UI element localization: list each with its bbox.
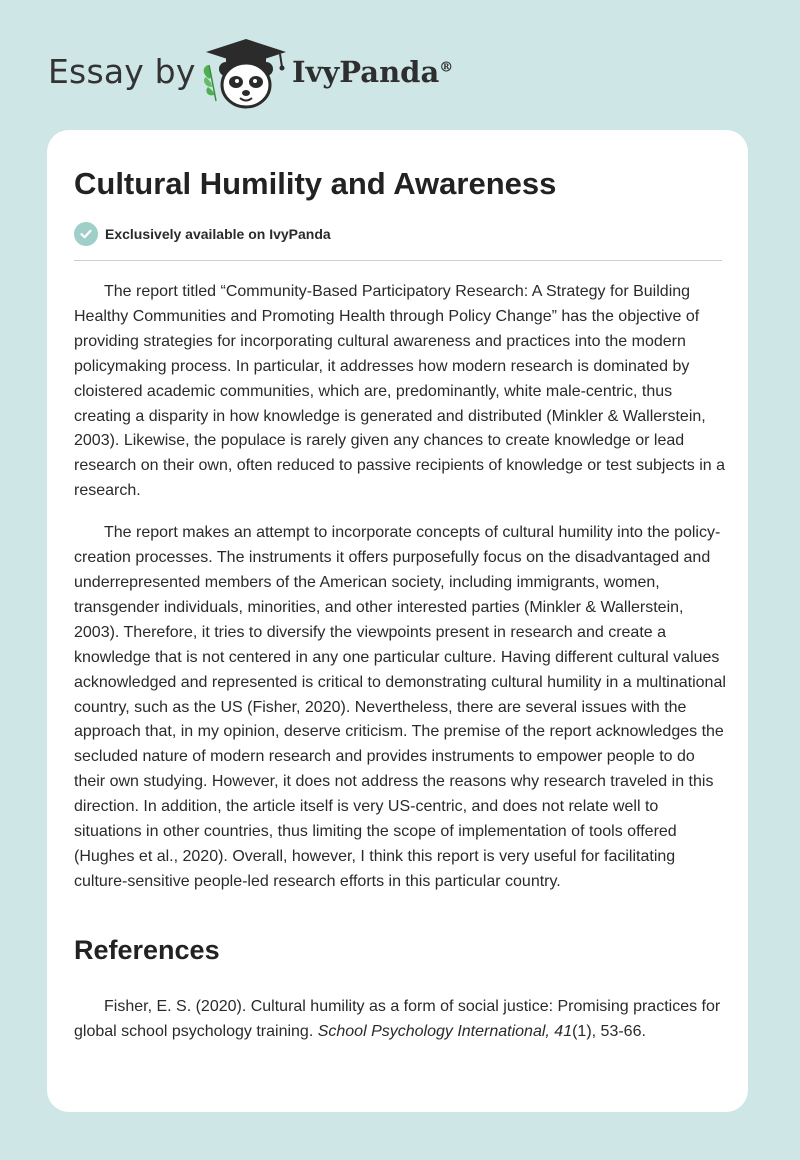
divider — [74, 260, 722, 261]
brand-name-text: IvyPanda — [292, 55, 440, 89]
reference-item — [74, 995, 726, 1045]
brand-name[interactable] — [292, 55, 453, 89]
reference-text: Fisher, E. S. (2020). Cultural humility as a form of social justice: Promising practices for global school psychology training. — [74, 998, 721, 1040]
check-circle-icon — [74, 222, 98, 246]
references-heading: References — [74, 935, 220, 965]
panda-logo-icon[interactable] — [200, 35, 292, 111]
page-title: Cultural Humility and Awareness — [74, 166, 557, 201]
essay-card — [47, 130, 748, 1112]
paragraph: The report makes an attempt to incorporate concepts of cultural humility into the policy-creation processes. The instruments it offers purposefully focus on the disadvantaged and underrepresented members of the American society, including immigrants, women, transgender individuals, minorities, and other interested parties (Minkler & Wallerstein, 2003). Therefore, it tries to diversify the viewpoints present in research and create a knowledge that is not centered in any one particular culture. Having different cultural values acknowledged and represented is critical to demonstrating cultural humility in a multinational country, such as the US (Fisher, 2020). Nevertheless, there are several issues with the approach that, in my opinion, deserve criticism. The premise of the report acknowledges the secluded nature of modern research and provides instruments to empower people to do their own studying. However, it does not address the reasons why research traveled in this direction. In addition, the article itself is very US-centric, and does not relate well to situations in other countries, thus limiting the scope of implementation of tools offered (Hughes et al., 2020). Overall, however, I think this report is very useful for facilitating culture-sensitive people-led research efforts in this particular country. — [74, 524, 726, 890]
brand-prefix: Essay by — [48, 52, 196, 91]
leaf-icon — [204, 65, 216, 101]
site-header — [0, 0, 800, 130]
badge-text: Exclusively available on IvyPanda — [105, 226, 331, 242]
panda-face-icon — [219, 62, 273, 107]
reference-issue-pages: (1), 53-66. — [572, 1022, 646, 1040]
essay-body — [74, 280, 726, 895]
exclusive-badge — [74, 222, 331, 246]
reference-journal: School Psychology International, 41 — [317, 1022, 573, 1040]
paragraph: The report titled “Community-Based Participatory Research: A Strategy for Building Healthy Communities and Promoting Health through Policy Change” has the objective of providing strategies for incorporating cultural awareness and practices into the modern policymaking process. In particular, it addresses how modern research is dominated by cloistered academic communities, which are, predominantly, white male-centric, thus creating a disparity in how knowledge is generated and distributed (Minkler & Wallerstein, 2003). Likewise, the populace is rarely given any chances to create knowledge or lead research on their own, often reduced to passive recipients of knowledge or test subjects in a research. — [74, 283, 726, 500]
registered-mark: ® — [439, 59, 454, 76]
